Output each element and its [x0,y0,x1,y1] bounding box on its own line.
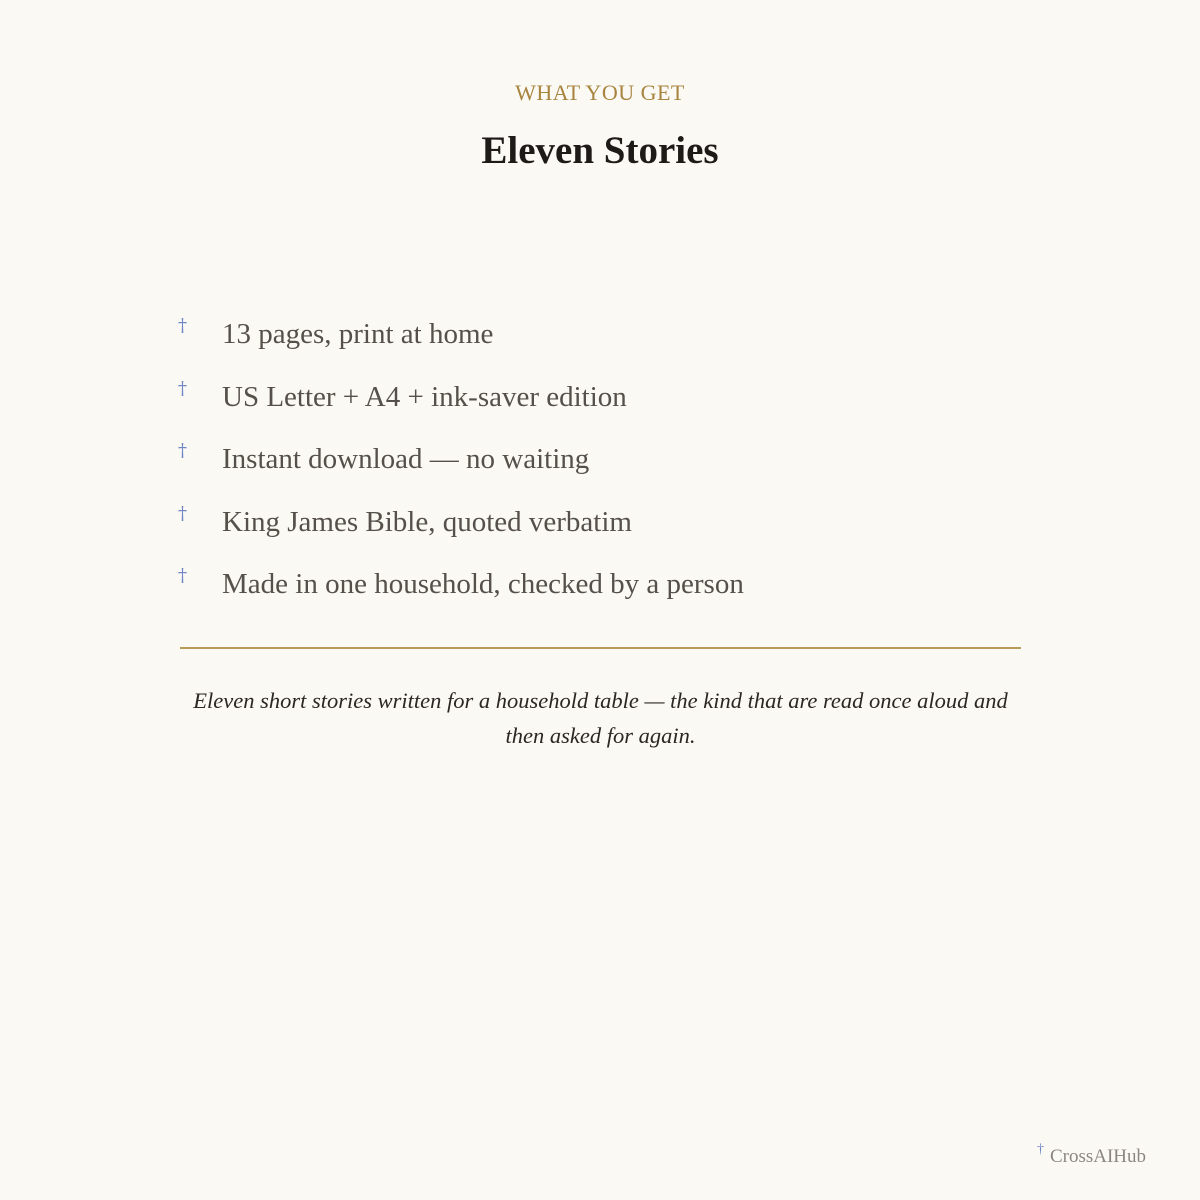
feature-text: King James Bible, quoted verbatim [222,505,632,538]
cross-icon: † [178,502,187,524]
feature-item [178,374,1038,437]
feature-item [178,499,1038,562]
feature-text: 13 pages, print at home [222,318,494,350]
feature-item [178,436,1038,499]
cross-icon: † [178,315,187,336]
feature-text: Made in one household, checked by a person [222,568,744,600]
brand-mark [1036,1142,1146,1167]
feature-list [178,311,1038,624]
description-text: Eleven short stories written for a household table — the kind that are read once aloud and then asked for again. [193,688,1008,748]
eyebrow-label: WHAT YOU GET [515,80,685,105]
feature-text: Instant download — no waiting [222,443,590,475]
cross-icon: † [1036,1142,1044,1157]
feature-item [178,311,1038,374]
feature-item [178,561,1038,624]
cross-icon: † [178,440,187,461]
cross-icon: † [178,565,187,586]
brand-name: CrossAIHub [1049,1146,1146,1167]
feature-text: US Letter + A4 + ink-saver edition [222,380,627,413]
cross-icon: † [178,377,187,399]
page-title: Eleven Stories [481,129,719,172]
divider-line [180,647,1021,649]
